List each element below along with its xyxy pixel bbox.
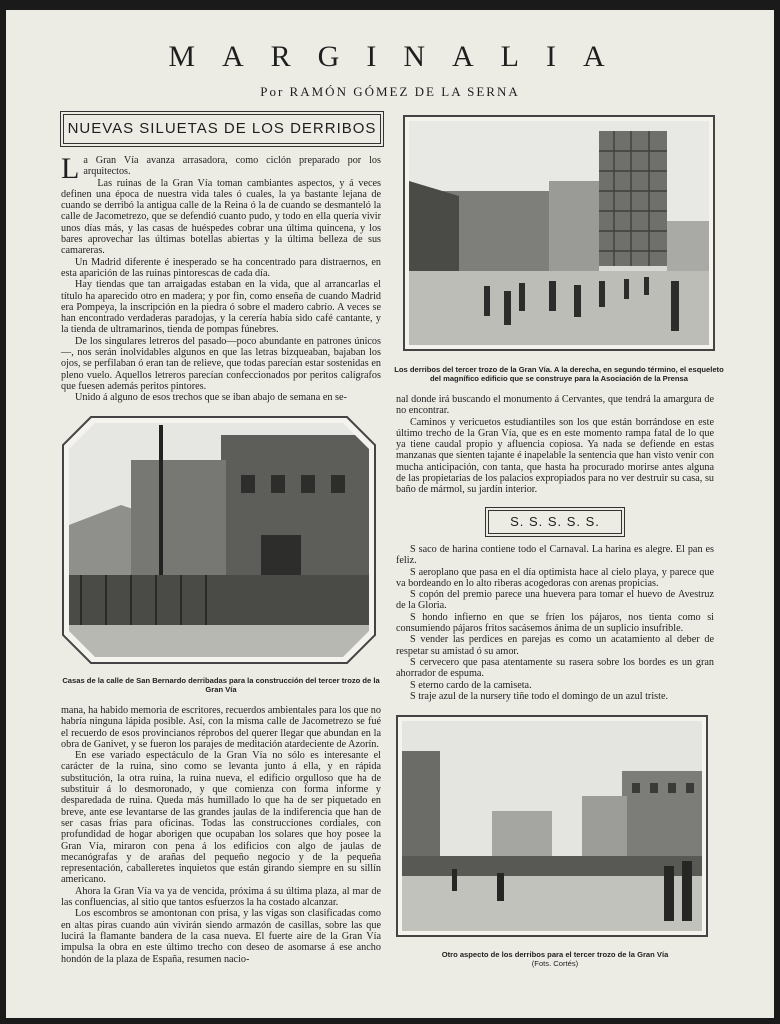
right-column-continuation (396, 394, 714, 506)
paragraph: De los singulares letreros del pasado—poco abundante en patrones únicos—, nos serán inolvidables algunos en que las letras bizqueaban, bajaban los ojos, se perfilaban ó eran tan de relieve, que todas parecían estar sostenidas en pleno vuelo. Aquellos letreros parecían confeccionados por peritos calígrafos que fuesen además peritos pintores. (61, 335, 381, 392)
sss-item: S eterno cardo de la camiseta. (410, 679, 532, 691)
author-byline: Por RAMÓN GÓMEZ DE LA SERNA (260, 84, 520, 99)
photo-gran-via-caption: Los derribos del tercer trozo de la Gran Vía. A la derecha, en segundo término, el esqueleto del magnífico edificio que se construye para la Asociación de la Prensa (394, 365, 724, 383)
opening-paragraph: La Gran Vía avanza arrasadora, como ciclón preparado por los arquitectos. (61, 152, 381, 185)
paragraph: Los escombros se amontonan con prisa, y las vigas son clasificadas como en altas piras cuando aún vivirán siendo armazón de casillas, sobre las que lucirá la flamante bandera de la casa nueva. El fuerte aire de la Gran Vía impulsa la obra en este último trecho con deseo de asomarse á ese ancho hondón de la plaza de España, resumen nacio- (61, 908, 381, 965)
section-heading-derribos (63, 114, 381, 144)
photo-otro-aspecto-image (402, 721, 702, 931)
left-column-top (61, 152, 381, 407)
paragraph: En ese variado espectáculo de la Gran Vía no sólo es interesante el carácter de la ruina, sino como se levanta junto á ella, y en rápida substitución, la otra ruina, la ruina nueva, el edificio orgulloso que ha de substituir á lo desmoronado, y que comienza con forma informe y desparedada de ruina. Queda más humillado lo que ha de ser piquetado en breve, ante ese levantarse de las grandes jaulas de la indiferencia que han de ser casas frías para oficinas. Todas las construcciones cordiales, con profundidad de hogar aborigen que ocupaban los solares que hoy posee la Gran Vía, miraron con pena á los edificios con algo de jaulas de mecanógrafas y de arañas del pequeño negocio y de la pequeña representación, caballeretes inquietos que están girando siempre en su sillín americano. (61, 750, 381, 886)
sss-item: S vender las perdices en parejas es como un acatamiento al deber de respetar su amistad ó su amor. (396, 634, 714, 657)
photo-credit: (Fots. Cortés) (531, 959, 579, 968)
section-heading-derribos-text: NUEVAS SILUETAS DE LOS DERRIBOS (67, 120, 377, 137)
left-column-bottom (61, 705, 381, 977)
photo-san-bernardo-image (61, 415, 377, 665)
sss-item: S saco de harina contiene todo el Carnaval. La harina es alegre. El pan es feliz. (396, 544, 714, 567)
section-heading-sss (488, 510, 622, 534)
photo-gran-via-derribos-image (409, 121, 709, 345)
paragraph: mana, ha habido memoria de escritores, recuerdos ambientales para los que no habría ninguna lápida posible. Así, con la misma calle de Jacometrezo se fué el recuerdo de esos provincianos réprobos del querer llegar que abundan en la obra de Ganivet, y se fueron los parajes de meditación atardeciente de Azorín. (61, 705, 381, 750)
sss-item: S hondo infierno en que se fríen los pájaros, nos tienta como si consumiendo pájaros fritos sacásemos ánima de un suplicio insufrible. (396, 611, 714, 635)
section-heading-sss-text: S. S. S. S. S. (510, 514, 600, 529)
sss-item: S cervecero que pasa atentamente su rasera sobre los bordes es un gran ahorrador de espuma. (396, 656, 714, 680)
photo-gran-via-derribos (403, 115, 715, 351)
sss-item: S aeroplano que pasa en el día optimista hace al cielo playa, y parece que va bordeando en lo alto riberas acogedoras con arenas propicias. (396, 566, 714, 589)
photo-otro-aspecto-caption-text: Otro aspecto de los derribos para el tercer trozo de la Gran Vía (441, 950, 669, 959)
paragraph: Caminos y vericuetos estudiantiles son los que están borrándose en este último trecho de la Gran Vía, que es en este momento rampa fatal de lo que ya tiene caudal propio y afluencia copiosa. Ya nada se defiende en estas manzanas que sienten tajante é inapelable la sentencia que han visto venir con mucha anticipación, con tanta, que hasta ha procurado morirse antes alguna de las propietarias de los palacios expropiados para no ver destruir su casa, su baño de mármol, su jardín interior. (396, 416, 714, 496)
photo-otro-aspecto-caption (396, 950, 714, 968)
magazine-page (6, 10, 774, 1018)
page-title: MARGINALIA (168, 40, 632, 73)
photo-otro-aspecto (396, 715, 708, 937)
photo-san-bernardo-caption: Casas de la calle de San Bernardo derribadas para la construcción del tercer trozo de la Gran Vía (62, 676, 380, 694)
paragraph: Un Madrid diferente é inesperado se ha concentrado para distraernos, en esta aparición de las ruinas pintorescas de cada día. (61, 256, 381, 279)
paragraph: Hay tiendas que tan arraigadas estaban en la vida, que al arrancarlas el título ha aparecido otro en madera; y por fin, como enseña de cuando Madrid era Pompeya, la inscripción en la piedra ó sobre el madero cabrío. A veces se han encontrado verdaderas paradojas, y la cerería había sido café cantante, y la tienda de ultramarinos, tienda de pompas fúnebres. (61, 279, 381, 336)
sss-item: S copón del premio parece una huevera para tomar el huevo de Avestruz de la Gloria. (396, 589, 714, 612)
paragraph: Unido á alguno de esos trechos que se iban abajo de semana en se- (75, 392, 347, 404)
sss-column (396, 544, 714, 714)
photo-san-bernardo (61, 415, 377, 665)
sss-item: S traje azul de la nursery tiñe todo el domingo de un azul triste. (410, 690, 669, 702)
paragraph: Las ruinas de la Gran Vía toman cambiantes aspectos, y á veces definen una época de nuestra vida tales ó cuales, la ya bastante lejana de cuando se derribó la antigua calle de la Reina ó la de cuando se desmanteló la calle de Jacometrezo, que se defendió cuanto pudo, y todo en ella quería vivir unos días más, y las casas de huéspedes cobrar una última quincena, y los bares aprovechar las últimas botellas abiertas y la última belleza de sus camareras. (61, 177, 381, 257)
paragraph: Ahora la Gran Vía va ya de vencida, próxima á su última plaza, al mar de las confluencias, al sitio que tantos esfuerzos la ha costado alcanzar. (61, 885, 381, 909)
paragraph: nal donde irá buscando el monumento á Cervantes, que tendrá la amargura de no encontrar. (396, 394, 714, 417)
drop-cap: L (61, 152, 80, 185)
